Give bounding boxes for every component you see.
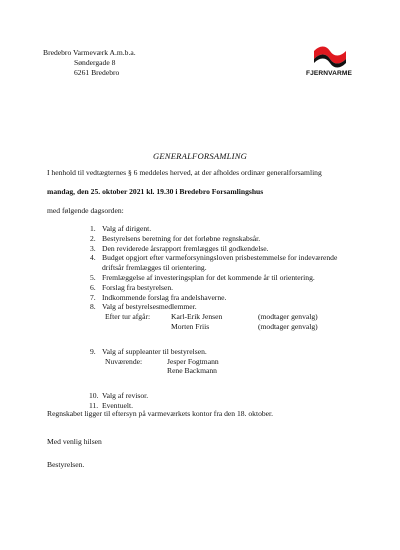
deputy-name: Rene Backmann <box>167 366 217 376</box>
logo-text: FJERNVARME <box>306 70 352 77</box>
agenda-item-7: 7. Indkommende forslag fra andelshaverne. <box>90 292 227 302</box>
board-member-name: Morten Friis <box>171 321 210 331</box>
accounts-note: Regnskabet ligger til eftersyn på varmeværkets kontor fra den 18. oktober. <box>47 409 274 418</box>
signature: Bestyrelsen. <box>47 460 85 469</box>
board-member-name: Karl-Erik Jensen <box>171 312 223 322</box>
agenda-list <box>90 224 337 411</box>
sender-street: Søndergade 8 <box>74 58 116 67</box>
agenda-item-10: 10. Valg af revisor. <box>89 391 149 401</box>
board-member-note: (modtager genvalg) <box>258 312 318 322</box>
board-member-note: (modtager genvalg) <box>258 321 318 331</box>
page-title: GENERALFORSAMLING <box>152 151 248 161</box>
deputy-name: Jesper Fogtmann <box>167 356 219 366</box>
agenda-item-8: 8. Valg af bestyrelsesmedlemmer. <box>90 302 197 312</box>
closing-greeting: Med venlig hilsen <box>47 437 102 446</box>
district-heating-logo-icon <box>313 46 347 68</box>
deputy-row <box>90 366 337 376</box>
agenda-item-9: 9. Valg af suppleanter til bestyrelsen. <box>90 346 207 356</box>
agenda-item-2: 2. Bestyrelsens beretning for det forløbne regnskabsår. <box>90 233 261 243</box>
agenda-item-11: 11. Eventuelt. <box>89 400 133 410</box>
board-member-row <box>90 322 337 332</box>
meeting-details: mandag, den 25. oktober 2021 kl. 19.30 i Bredebro Forsamlingshus <box>47 187 264 196</box>
agenda-item-5: 5. Fremlæggelse af investeringsplan for det kommende år til orientering. <box>90 272 315 282</box>
board-member-row <box>90 312 337 322</box>
board-label: Efter tur afgår: <box>105 312 151 322</box>
agenda-item-6: 6. Forslag fra bestyrelsen. <box>90 282 174 292</box>
deputy-row <box>90 357 337 367</box>
agenda-intro: med følgende dagsorden: <box>47 206 124 215</box>
sender-address <box>43 48 136 78</box>
agenda-item-4: 4. Budget opgjort efter varmeforsyningsloven prisbestemmelse for indeværende <box>90 253 338 263</box>
sender-name: Bredebro Varmeværk A.m.b.a. <box>43 48 136 57</box>
fjernvarme-logo <box>306 46 354 78</box>
intro-text: I henhold til vedtægternes § 6 meddeles herved, at der afholdes ordinær generalforsamling <box>47 168 322 177</box>
agenda-item-1: 1. Valg af dirigent. <box>90 224 152 233</box>
agenda-item-4-cont: driftsår fremlægges til orientering. <box>102 263 207 273</box>
deputies-label: Nuværende: <box>105 356 143 366</box>
agenda-item-3: 3. Den reviderede årsrapport fremlægges til godkendelse. <box>90 243 269 253</box>
sender-city: 6261 Bredebro <box>74 68 120 77</box>
